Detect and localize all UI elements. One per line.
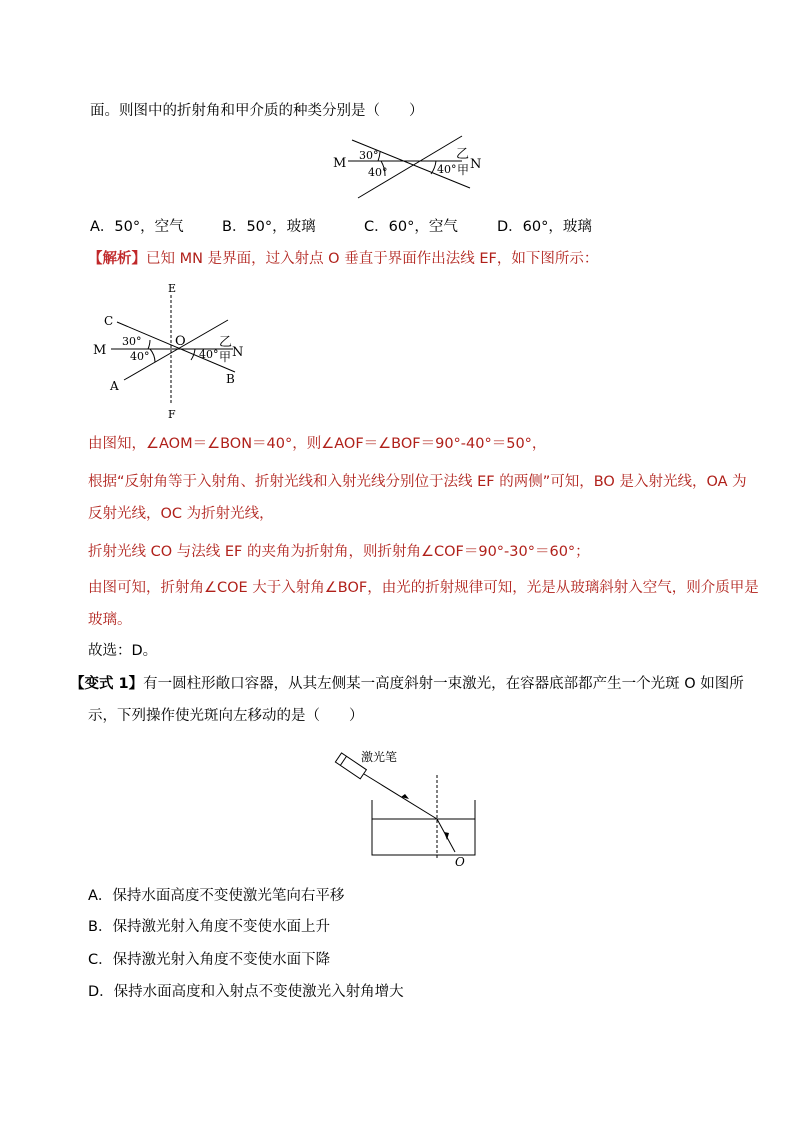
label-a: A: [110, 379, 119, 393]
variant-option-a: A．保持水面高度不变使激光笔向右平移: [88, 888, 345, 904]
label-40-right-2: 40°: [199, 348, 219, 361]
container: [372, 800, 475, 855]
option-c: C．60°，空气: [364, 219, 458, 235]
label-laser-pen: 激光笔: [361, 750, 398, 764]
arrow-incident-icon: [401, 794, 409, 799]
label-b: B: [226, 372, 235, 386]
variant-option-b: B．保持激光射入角度不变使水面上升: [88, 919, 330, 935]
label-jia-2: 甲: [219, 350, 232, 364]
label-e: E: [168, 282, 177, 295]
label-jia: 甲: [457, 163, 470, 177]
analysis-line-1: 由图知，∠AOM＝∠BON＝40°，则∠AOF＝∠BOF＝90°-40°＝50°，: [88, 436, 547, 452]
label-yi-2: 乙: [219, 335, 233, 350]
label-o: O: [175, 334, 186, 349]
analysis-intro-text: 已知 MN 是界面，过入射点 O 垂直于界面作出法线 EF，如下图所示：: [146, 251, 599, 267]
variant-option-c: C．保持激光射入角度不变使水面下降: [88, 952, 331, 968]
question-stem: 面。则图中的折射角和甲介质的种类分别是（ ）: [90, 103, 424, 119]
label-f: F: [168, 408, 176, 421]
variant-tag: 【变式 1】: [70, 676, 144, 692]
analysis-line-5: 由图可知，折射角∠COE 大于入射角∠BOF，由光的折射规律可知，光是从玻璃斜射入空气，则介质甲是: [88, 580, 759, 596]
analysis-line-3: 反射光线，OC 为折射光线，: [88, 506, 274, 522]
variant-stem-2: 示，下列操作使光斑向左移动的是（ ）: [88, 708, 364, 724]
analysis-line-2: 根据“反射角等于入射角、折射光线和入射光线分别位于法线 EF 的两侧”可知，BO 是入射光线，OA 为: [88, 474, 747, 490]
label-30-2: 30°: [122, 335, 142, 348]
label-yi: 乙: [456, 147, 470, 162]
label-30: 30°: [359, 149, 379, 162]
analysis-line-4: 折射光线 CO 与法线 EF 的夹角为折射角，则折射角∠COF＝90°-30°＝60°；: [88, 544, 590, 560]
label-m2: M: [93, 343, 107, 358]
label-40-left: 40°: [368, 166, 388, 179]
option-d: D．60°，玻璃: [497, 219, 592, 235]
analysis-line-6: 玻璃。: [88, 612, 132, 628]
label-40-right: 40°: [437, 163, 457, 176]
variant-option-d: D．保持水面高度和入射点不变使激光入射角增大: [88, 984, 404, 1000]
option-b: B．50°，玻璃: [222, 219, 316, 235]
option-a: A．50°，空气: [90, 219, 184, 235]
analysis-tag: 【解析】: [88, 251, 146, 267]
variant-stem-1-text: 有一圆柱形敞口容器，从其左侧某一高度斜射一束激光，在容器底部都产生一个光斑 O 如图所: [143, 676, 744, 692]
label-n2: N: [232, 345, 244, 360]
analysis-answer: 故选：D。: [88, 643, 158, 659]
label-n: N: [470, 157, 482, 172]
label-o-spot: O: [455, 855, 465, 869]
label-40-left-2: 40°: [130, 350, 150, 363]
label-m: M: [333, 156, 347, 171]
incident-ray: [364, 774, 437, 819]
label-c: C: [104, 314, 114, 328]
